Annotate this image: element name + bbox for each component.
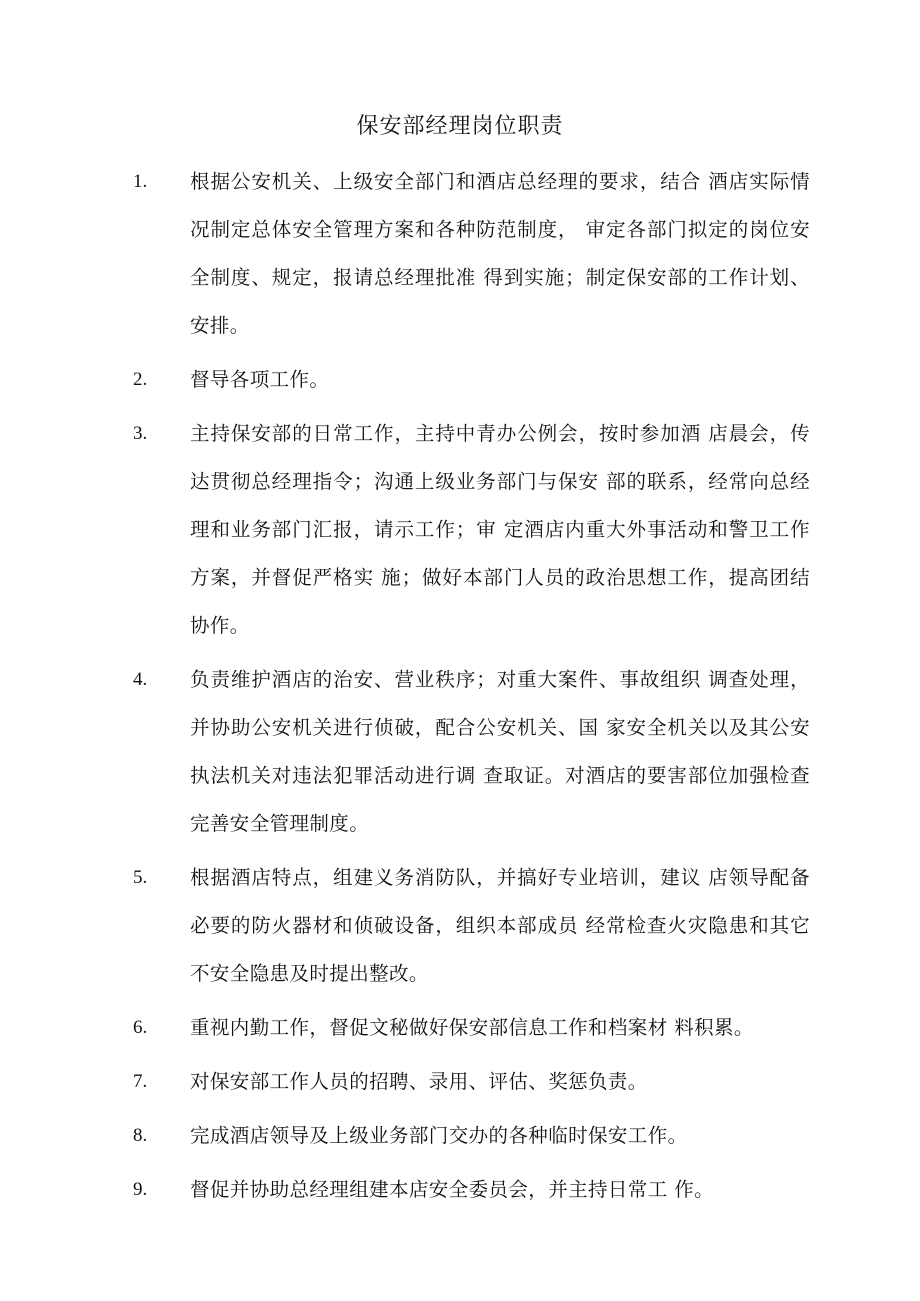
list-item-4 [0, 656, 920, 848]
item-text: 重视内勤工作，督促文秘做好保安部信息工作和档案材 料积累。 [190, 1016, 754, 1039]
item-number: 7. [133, 1071, 148, 1092]
list-item-6 [0, 1004, 920, 1052]
item-text: 根据公安机关、上级安全部门和酒店总经理的要求，结合 酒店实际情况制定总体安全管理方案和各种防范制度， 审定各部门拟定的岗位安全制度、规定，报请总经理批准 得到实施；制定保安部的工作计划、安排。 [190, 170, 810, 337]
list-item-8 [0, 1112, 920, 1160]
item-text: 根据酒店特点，组建义务消防队，并搞好专业培训，建议 店领导配备必要的防火器材和侦破设备，组织本部成员 经常检查火灾隐患和其它不安全隐患及时提出整改。 [190, 866, 810, 985]
list-item-5 [0, 854, 920, 998]
item-text: 主持保安部的日常工作，主持中青办公例会，按时参加酒 店晨会，传达贯彻总经理指令；沟通上级业务部门与保安 部的联系，经常向总经理和业务部门汇报，请示工作；审 定酒店内重大外事活动和警卫工作方案，并督促严格实 施；做好本部门人员的政治思想工作，提高团结协作。 [190, 422, 810, 637]
item-number: 6. [133, 1017, 148, 1038]
list-item-1 [0, 158, 920, 350]
item-number: 5. [133, 867, 148, 888]
item-number: 9. [133, 1179, 148, 1200]
list-item-3 [0, 410, 920, 650]
item-text: 完成酒店领导及上级业务部门交办的各种临时保安工作。 [190, 1124, 688, 1147]
list-item-2 [0, 356, 920, 404]
list-item-7 [0, 1058, 920, 1106]
item-number: 4. [133, 669, 148, 690]
item-text: 督促并协助总经理组建本店安全委员会，并主持日常工 作。 [190, 1178, 714, 1201]
item-text: 督导各项工作。 [190, 368, 330, 391]
item-number: 8. [133, 1125, 148, 1146]
item-number: 3. [133, 423, 148, 444]
page-title: 保安部经理岗位职责 [356, 114, 564, 139]
duty-list [0, 158, 920, 1220]
item-number: 1. [133, 171, 148, 192]
item-text: 对保安部工作人员的招聘、录用、评估、奖惩负责。 [190, 1070, 648, 1093]
item-text: 负责维护酒店的治安、营业秩序；对重大案件、事故组织 调查处理，并协助公安机关进行侦破，配合公安机关、国 家安全机关以及其公安执法机关对违法犯罪活动进行调 查取证。对酒店的要害部位加强检查完善安全管理制度。 [190, 668, 810, 835]
item-number: 2. [133, 369, 148, 390]
list-item-9 [0, 1166, 920, 1214]
